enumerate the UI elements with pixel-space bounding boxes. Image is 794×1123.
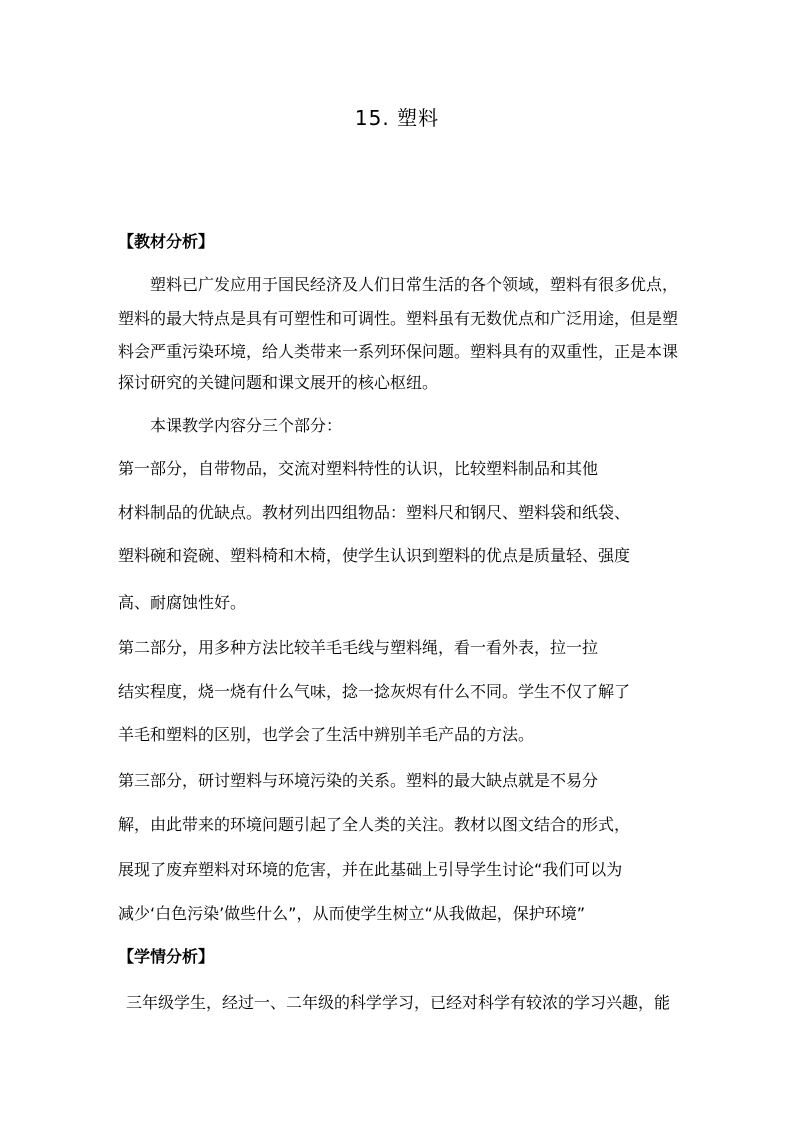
document-title: 15. 塑料	[354, 106, 440, 130]
paragraph-line: 三年级学生，经过一、二年级的科学学习，已经对科学有较浓的学习兴趣，能	[126, 993, 671, 1012]
paragraph-line: 探讨研究的关键问题和课文展开的核心枢纽。	[118, 373, 439, 392]
paragraph-line: 结实程度，烧一烧有什么气味，捻一捻灰烬有什么不同。学生不仅了解了	[118, 682, 631, 701]
paragraph-line: 塑料碗和瓷碗、塑料椅和木椅，使学生认识到塑料的优点是质量轻、强度	[118, 546, 631, 565]
paragraph-line: 料会严重污染环境，给人类带来一系列环保问题。塑料具有的双重性，正是本课	[118, 342, 679, 361]
paragraph-line: 减少‘白色污染’做些什么”，从而使学生树立“从我做起，保护环境”	[118, 904, 586, 923]
paragraph-line: 塑料的最大特点是具有可塑性和可调性。塑料虽有无数优点和广泛用途，但是塑	[118, 309, 679, 328]
paragraph-line: 第三部分，研讨塑料与环境污染的关系。塑料的最大缺点就是不易分	[118, 771, 599, 790]
paragraph-line: 材料制品的优缺点。教材列出四组物品：塑料尺和钢尺、塑料袋和纸袋、	[118, 503, 631, 522]
paragraph-line: 解，由此带来的环境问题引起了全人类的关注。教材以图文结合的形式，	[118, 815, 631, 834]
paragraph-line: 第二部分，用多种方法比较羊毛毛线与塑料绳，看一看外表，拉一拉	[118, 638, 599, 657]
paragraph-line: 羊毛和塑料的区别，也学会了生活中辨别羊毛产品的方法。	[118, 725, 535, 744]
paragraph-line: 第一部分，自带物品，交流对塑料特性的认识，比较塑料制品和其他	[118, 459, 599, 478]
paragraph-line: 高、耐腐蚀性好。	[118, 593, 247, 612]
paragraph-line: 展现了废弃塑料对环境的危害，并在此基础上引导学生讨论“我们可以为	[118, 860, 623, 879]
paragraph-line: 塑料已广发应用于国民经济及人们日常生活的各个领域，塑料有很多优点，	[150, 275, 679, 294]
paragraph-line: 本课教学内容分三个部分：	[150, 416, 343, 435]
section-heading-student-analysis: 【学情分析】	[118, 947, 215, 966]
section-heading-textbook-analysis: 【教材分析】	[118, 232, 215, 251]
